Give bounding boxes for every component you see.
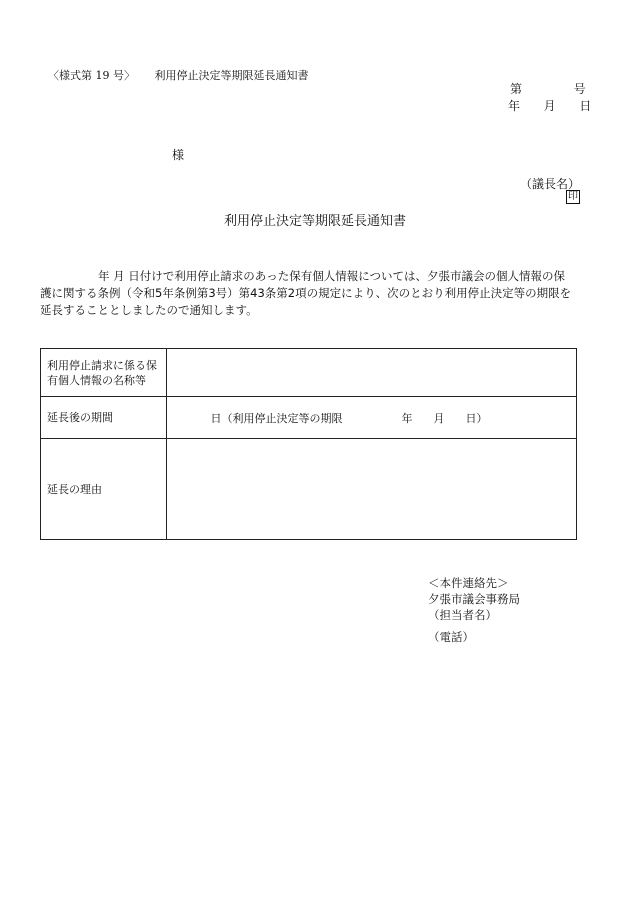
info-name-label: 利用停止請求に係る保有個人情報の名称等 — [41, 349, 167, 397]
addressee: 様 — [172, 148, 185, 162]
reason-value — [167, 439, 577, 540]
contact-person: （担当者名） — [428, 608, 497, 622]
table-row-info-name — [41, 349, 577, 397]
seal-mark: 印 — [568, 191, 578, 202]
period-year: 年 — [401, 411, 413, 425]
period-label: 延長後の期間 — [41, 397, 167, 439]
date-year: 年 — [508, 99, 521, 113]
table-row-period — [41, 397, 577, 439]
period-value — [167, 397, 577, 439]
body-line-2: 護に関する条例（令和5年条例第3号）第43条第2項の規定により、次のとおり利用停止決定等の期限を — [40, 286, 572, 300]
table-row-reason — [41, 439, 577, 540]
body-line-1: 年 月 日付けで利用停止請求のあった保有個人情報については、夕張市議会の個人情報の保 — [98, 269, 565, 283]
form-number: 〈様式第 19 号〉 — [48, 69, 135, 82]
period-month: 月 — [433, 411, 445, 425]
reason-label: 延長の理由 — [41, 439, 167, 540]
body-line-3: 延長することとしましたので通知します。 — [40, 303, 258, 317]
document-number — [510, 80, 586, 97]
document-date — [508, 97, 591, 114]
contact-office: 夕張市議会事務局 — [428, 592, 520, 606]
info-name-value — [167, 349, 577, 397]
contact-heading: ＜本件連絡先＞ — [428, 576, 509, 590]
document-title: 利用停止決定等期限延長通知書 — [223, 214, 406, 229]
extension-details-table — [40, 348, 577, 540]
contact-phone: （電話） — [428, 630, 474, 644]
sender-name: （議長名） — [520, 177, 581, 191]
notice-body — [40, 268, 578, 319]
contact-block — [428, 575, 520, 645]
period-day: 日） — [465, 411, 488, 425]
form-title: 利用停止決定等期限延長通知書 — [154, 69, 309, 82]
document-number-suffix: 号 — [573, 82, 586, 96]
document-number-prefix: 第 — [510, 82, 523, 96]
date-day: 日 — [579, 99, 592, 113]
form-identifier — [48, 67, 309, 83]
period-days: 日（利用停止決定等の期限 — [210, 411, 343, 425]
date-month: 月 — [543, 99, 556, 113]
